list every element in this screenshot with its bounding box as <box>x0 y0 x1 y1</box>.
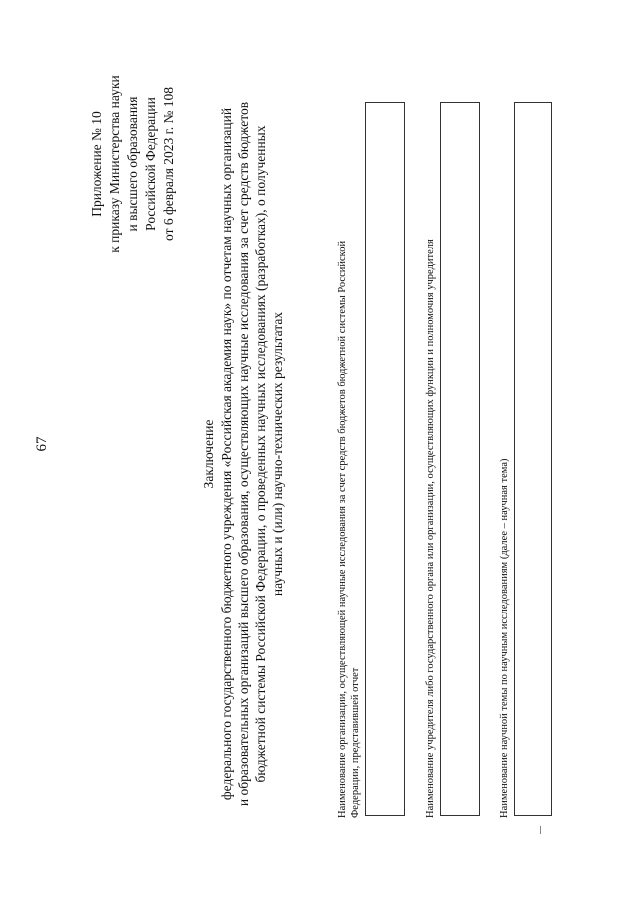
appendix-line: к приказу Министерства науки <box>107 75 122 253</box>
label-line: Наименование организации, осуществляющей научные исследования за счет средств бюджетов бюджетной системы Российской <box>337 240 348 818</box>
scan-mark <box>540 826 541 834</box>
founder-name-label: Наименование учредителя либо государственного органа или организации, осуществляющих функции и полномочия учредителя <box>425 239 436 818</box>
organization-name-field[interactable] <box>365 102 405 816</box>
document-title: Заключение <box>201 419 216 489</box>
heading-line: бюджетной системы Российской Федерации, о проведенных научных исследованиях (разработках), о полученных <box>253 125 268 783</box>
heading-line: федерального государственного бюджетного учреждения «Российская академия наук» по отчетам научных организаций <box>219 107 234 801</box>
appendix-block <box>88 34 178 294</box>
research-topic-label: Наименование научной темы по научным исследованиям (далее – научная тема) <box>499 458 510 818</box>
appendix-line: Российской Федерации <box>143 97 158 231</box>
appendix-line: и высшего образования <box>125 96 140 232</box>
heading-line: и образовательных организаций высшего образования, осуществляющих научные исследования за счет средств бюджетов <box>236 101 251 807</box>
founder-name-field[interactable] <box>440 102 480 816</box>
label-line: Федерации, представившей отчет <box>350 667 361 818</box>
research-topic-field[interactable] <box>514 102 552 816</box>
appendix-date: от 6 февраля 2023 г. № 108 <box>161 87 176 241</box>
appendix-title: Приложение № 10 <box>89 111 104 217</box>
organization-name-label <box>336 98 362 818</box>
page-number: 67 <box>34 436 50 452</box>
document-heading <box>200 34 286 874</box>
heading-line: научных и (или) научно-технических результатах <box>270 311 285 597</box>
